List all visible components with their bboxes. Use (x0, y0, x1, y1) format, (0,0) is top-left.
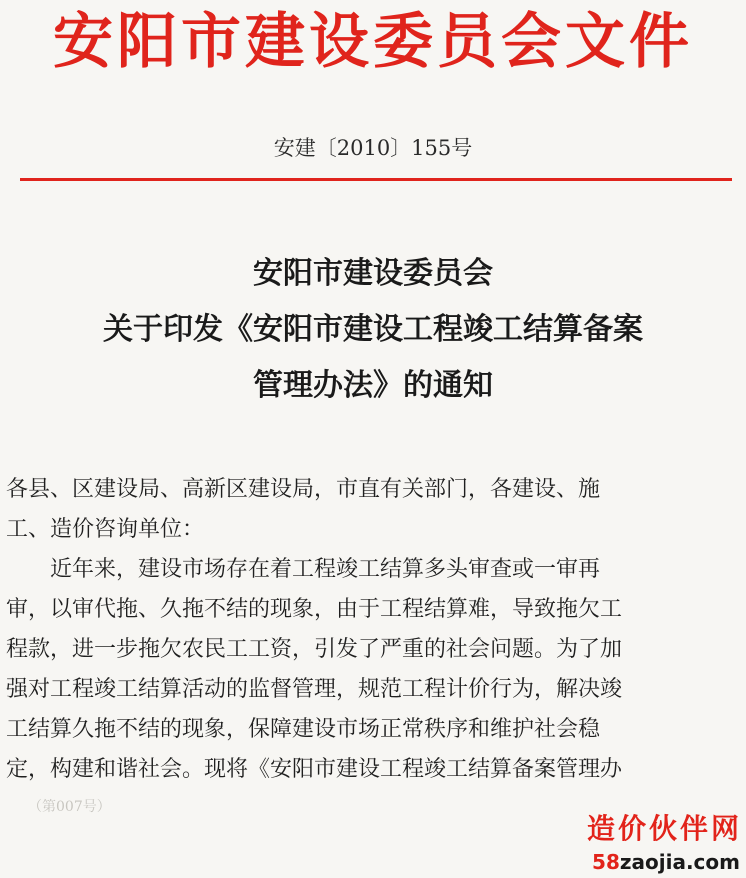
body-line: 程款，进一步拖欠农民工工资，引发了严重的社会问题。为了加 (6, 637, 623, 662)
body-line: 各县、区建设局、高新区建设局，市直有关部门，各建设、施 (6, 477, 601, 502)
bleed-through-text: （第007号） (28, 799, 111, 815)
document-number: 安建〔2010〕155号 (273, 136, 473, 160)
body-line: 工结算久拖不结的现象，保障建设市场正常秩序和维护社会稳 (6, 717, 601, 742)
notice-title-line: 管理办法》的通知 (253, 368, 493, 403)
body-line: 工、造价咨询单位： (6, 517, 205, 542)
body-line: 定，构建和谐社会。现将《安阳市建设工程竣工结算备案管理办 (6, 757, 623, 782)
body-line: 审，以审代拖、久拖不结的现象，由于工程结算难，导致拖欠工 (6, 597, 623, 622)
body-line: 近年来，建设市场存在着工程竣工结算多头审查或一审再 (6, 557, 601, 582)
watermark-url (564, 848, 740, 876)
notice-body (6, 470, 742, 790)
watermark-url-domain: zaojia.com (619, 850, 740, 874)
watermark-brand: 造价伙伴网 (566, 812, 742, 846)
red-divider-line (20, 178, 732, 181)
watermark-url-number: 58 (592, 850, 620, 874)
notice-title-line: 关于印发《安阳市建设工程竣工结算备案 (103, 312, 643, 347)
document-header-title: 安阳市建设委员会文件 (53, 7, 693, 77)
notice-title-line: 安阳市建设委员会 (253, 256, 493, 291)
body-line: 强对工程竣工结算活动的监督管理，规范工程计价行为，解决竣 (6, 677, 623, 702)
notice-title (0, 252, 746, 420)
